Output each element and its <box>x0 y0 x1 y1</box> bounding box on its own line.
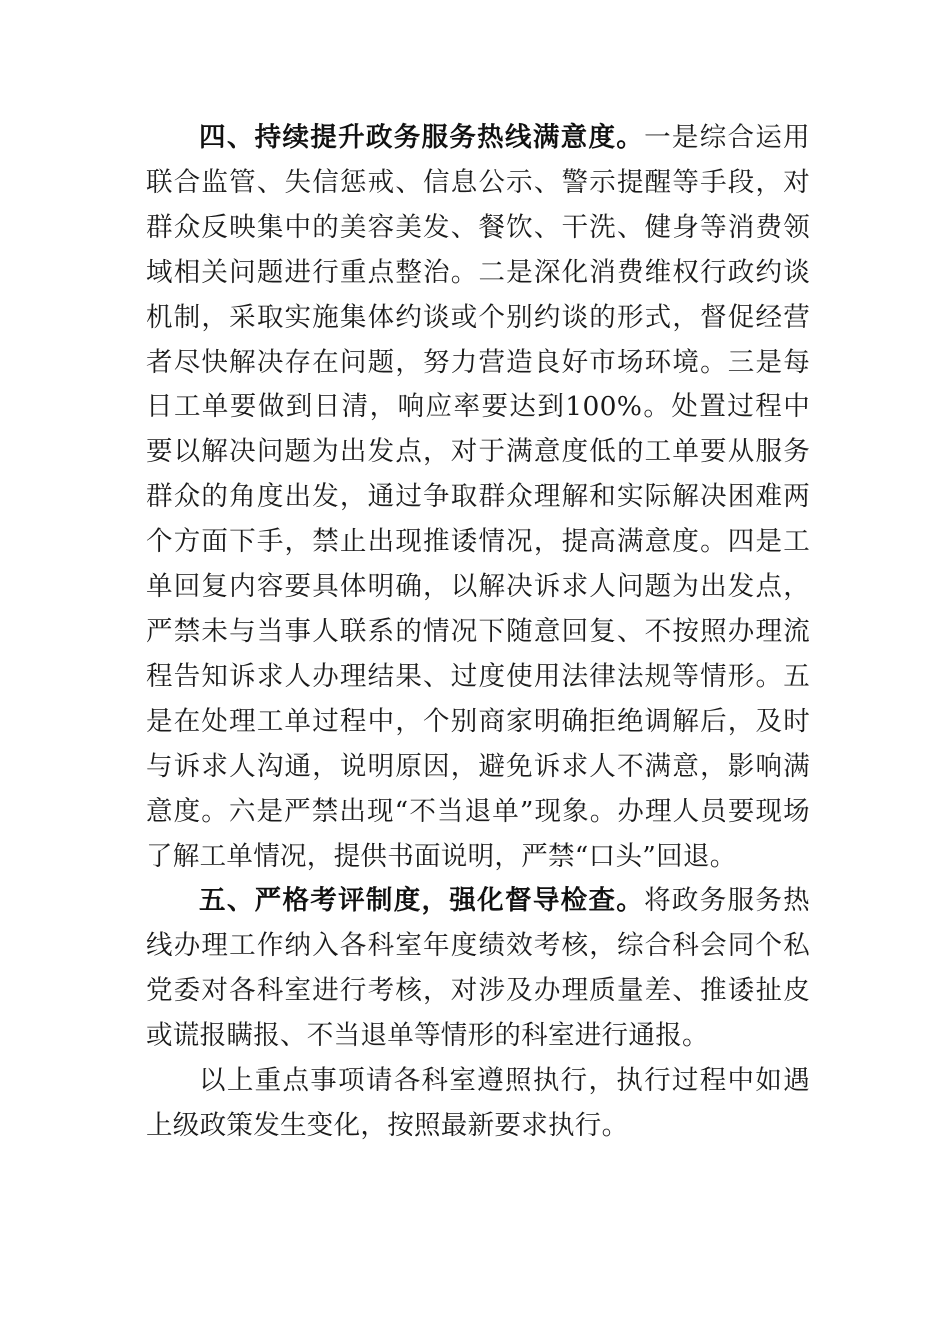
closing-body: 以上重点事项请各科室遵照执行，执行过程中如遇上级政策发生变化，按照最新要求执行。 <box>146 1065 810 1141</box>
paragraph-closing <box>146 1059 810 1149</box>
section-four-heading: 四、持续提升政务服务热线满意度。 <box>199 122 645 153</box>
document-body <box>146 116 810 1149</box>
paragraph-section-four <box>146 116 810 879</box>
section-five-heading: 五、严格考评制度，强化督导检查。 <box>199 885 645 917</box>
paragraph-section-five <box>146 879 810 1059</box>
section-five-body: 将政务服务热线办理工作纳入各科室年度绩效考核，综合科会同个私党委对各科室进行考核，对涉及办理质量差、推诿扯皮或谎报瞒报、不当退单等情形的科室进行通报。 <box>146 885 810 1052</box>
section-four-body: 一是综合运用联合监管、失信惩戒、信息公示、警示提醒等手段，对群众反映集中的美容美发、餐饮、干洗、健身等消费领域相关问题进行重点整治。二是深化消费维权行政约谈机制，采取实施集体约谈或个别约谈的形式，督促经营者尽快解决存在问题，努力营造良好市场环境。三是每日工单要做到日清，响应率要达到100%。处置过程中要以解决问题为出发点，对于满意度低的工单要从服务群众的角度出发，通过争取群众理解和实际解决困难两个方面下手，禁止出现推诿情况，提高满意度。四是工单回复内容要具体明确，以解决诉求人问题为出发点，严禁未与当事人联系的情况下随意回复、不按照办理流程告知诉求人办理结果、过度使用法律法规等情形。五是在处理工单过程中，个别商家明确拒绝调解后，及时与诉求人沟通，说明原因，避免诉求人不满意，影响满意度。六是严禁出现“不当退单”现象。办理人员要现场了解工单情况，提供书面说明，严禁“口头”回退。 <box>146 122 810 872</box>
